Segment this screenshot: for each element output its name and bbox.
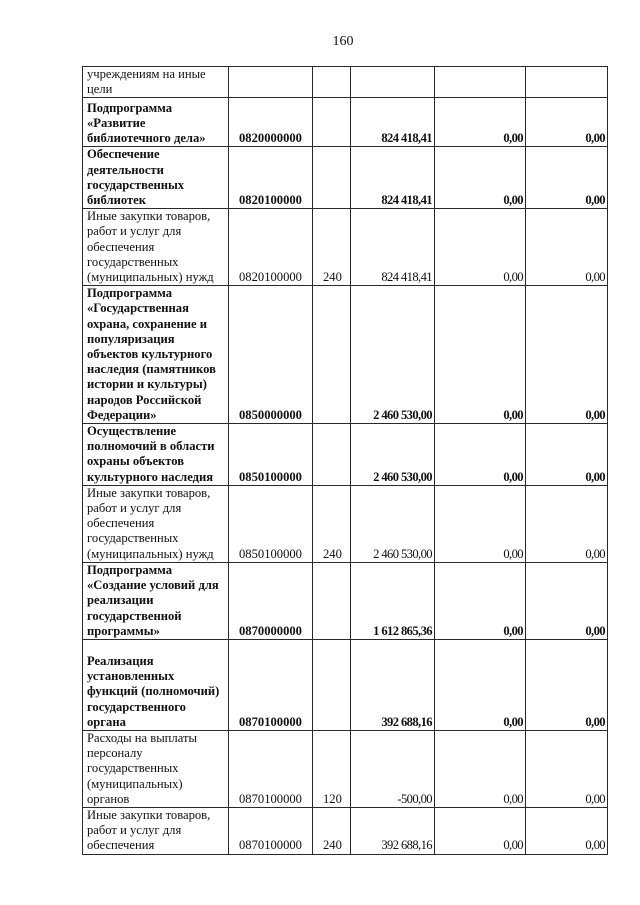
row-value-3: 0,00 <box>526 807 608 854</box>
row-value-3: 0,00 <box>526 209 608 286</box>
row-value-2: 0,00 <box>435 98 526 147</box>
row-expense-type <box>313 147 351 209</box>
row-name: Иные закупки товаров, работ и услуг для обеспечения государственных (муниципальных) нужд <box>83 485 229 562</box>
row-value-2: 0,00 <box>435 562 526 639</box>
row-code: 0850100000 <box>229 485 313 562</box>
table-row <box>83 562 608 639</box>
table-row <box>83 286 608 424</box>
row-name: Подпрограмма «Государственная охрана, сохранение и популяризация объектов культурного наследия (памятников истории и культуры) народов Российской Федерации» <box>83 286 229 424</box>
row-value-3: 0,00 <box>526 286 608 424</box>
row-amount: -500,00 <box>351 730 435 807</box>
row-amount: 824 418,41 <box>351 209 435 286</box>
row-code: 0870100000 <box>229 807 313 854</box>
row-expense-type: 120 <box>313 730 351 807</box>
table-row <box>83 147 608 209</box>
row-value-2: 0,00 <box>435 485 526 562</box>
table-row <box>83 209 608 286</box>
row-code: 0870100000 <box>229 730 313 807</box>
row-name: Реализация установленных функций (полномочий) государственного органа <box>83 639 229 730</box>
row-expense-type <box>313 286 351 424</box>
row-amount: 2 460 530,00 <box>351 286 435 424</box>
row-amount: 824 418,41 <box>351 98 435 147</box>
row-value-2: 0,00 <box>435 286 526 424</box>
row-amount: 1 612 865,36 <box>351 562 435 639</box>
row-code: 0820000000 <box>229 98 313 147</box>
row-amount: 392 688,16 <box>351 639 435 730</box>
row-name: Подпрограмма «Создание условий для реализации государственной программы» <box>83 562 229 639</box>
row-name: Обеспечение деятельности государственных библиотек <box>83 147 229 209</box>
row-expense-type <box>313 67 351 98</box>
row-name: Иные закупки товаров, работ и услуг для обеспечения государственных (муниципальных) нужд <box>83 209 229 286</box>
row-expense-type: 240 <box>313 209 351 286</box>
row-expense-type <box>313 424 351 486</box>
row-value-3: 0,00 <box>526 424 608 486</box>
row-value-3 <box>526 67 608 98</box>
row-value-3: 0,00 <box>526 562 608 639</box>
row-expense-type <box>313 98 351 147</box>
row-name: учреждениям на иные цели <box>83 67 229 98</box>
row-value-2: 0,00 <box>435 147 526 209</box>
row-value-2: 0,00 <box>435 424 526 486</box>
row-code: 0870100000 <box>229 639 313 730</box>
row-code: 0850100000 <box>229 424 313 486</box>
row-code: 0850000000 <box>229 286 313 424</box>
row-name: Осуществление полномочий в области охраны объектов культурного наследия <box>83 424 229 486</box>
row-value-3: 0,00 <box>526 147 608 209</box>
row-code <box>229 67 313 98</box>
row-code: 0870000000 <box>229 562 313 639</box>
row-value-3: 0,00 <box>526 485 608 562</box>
row-expense-type: 240 <box>313 807 351 854</box>
row-name: Иные закупки товаров, работ и услуг для обеспечения <box>83 807 229 854</box>
table-row <box>83 807 608 854</box>
row-expense-type <box>313 639 351 730</box>
row-value-3: 0,00 <box>526 639 608 730</box>
row-value-2: 0,00 <box>435 730 526 807</box>
row-expense-type: 240 <box>313 485 351 562</box>
table-row <box>83 98 608 147</box>
page-number: 160 <box>332 34 354 49</box>
row-value-2: 0,00 <box>435 639 526 730</box>
row-amount: 824 418,41 <box>351 147 435 209</box>
row-name: Расходы на выплаты персоналу государственных (муниципальных) органов <box>83 730 229 807</box>
table-row <box>83 67 608 98</box>
row-name: Подпрограмма «Развитие библиотечного дела» <box>83 98 229 147</box>
row-amount: 392 688,16 <box>351 807 435 854</box>
row-value-2: 0,00 <box>435 209 526 286</box>
row-amount: 2 460 530,00 <box>351 485 435 562</box>
table-row <box>83 639 608 730</box>
row-value-2: 0,00 <box>435 807 526 854</box>
row-value-3: 0,00 <box>526 98 608 147</box>
table-row <box>83 730 608 807</box>
row-code: 0820100000 <box>229 147 313 209</box>
row-value-3: 0,00 <box>526 730 608 807</box>
row-code: 0820100000 <box>229 209 313 286</box>
row-amount <box>351 67 435 98</box>
row-expense-type <box>313 562 351 639</box>
table-row <box>83 424 608 486</box>
row-value-2 <box>435 67 526 98</box>
row-amount: 2 460 530,00 <box>351 424 435 486</box>
table-row <box>83 485 608 562</box>
budget-table <box>82 66 608 855</box>
